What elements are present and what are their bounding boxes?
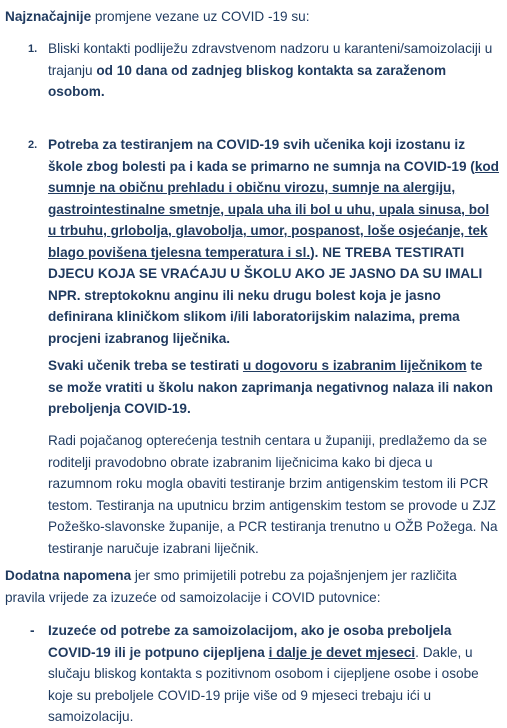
item2-p2-a: Svaki učenik treba se testirati — [48, 358, 243, 373]
list-number-2: 2. — [28, 139, 38, 151]
bullet-rest: . Dakle, u slučaju bliskog kontakta s pozitivnom osobom i cijepljene osobe i osobe koje su preboljele COVID-19 prije više od 9 mjeseci trebaju ići u samoizolaciju. — [48, 644, 479, 724]
note-lead: Dodatna napomena — [5, 568, 132, 583]
note-rest: jer smo primijetili potrebu za pojašnjenjem jer različita pravila vrijede za izuzeće od samoizolacije i COVID putovnice: — [5, 568, 457, 605]
bullet-underline: i dalje je devet mjeseci — [268, 644, 416, 660]
item1-text — [48, 38, 500, 103]
item2-p1-underline: kod sumnje na običnu prehladu i običnu virozu, sumnje na alergiju, gastrointestinalne smetnje, upala uha ili bol u uhu, upala sinusa, bol u trbuhu, grlobolja, glavobolja, umor, pospanost, loše osjećanje, tek blago povišena tjelesna temperatura i sl. — [48, 158, 499, 260]
item2-paragraph-1 — [48, 134, 500, 349]
item2-paragraph-2 — [48, 355, 500, 420]
intro-rest: promjene vezane uz COVID -19 su: — [91, 9, 310, 24]
item1-text-bold: od 10 dana od zadnjeg bliskog kontakta sa zaraženom osobom. — [48, 62, 447, 99]
item2-p2-b: te se može vratiti u školu nakon zaprimanja negativnog nalaza ili nakon preboljenja COVID-19. — [48, 358, 493, 416]
intro-paragraph — [5, 6, 310, 28]
item2-paragraph-3: Radi pojačanog opterećenja testnih centara u županiji, predlažemo da se roditelji pravodobno obrate izabranim liječnicima kako bi djeca u razumnom roku mogla obaviti testiranje brzim antigenskim testom ili PCR testom. Testiranja na uputnicu brzim antigenskim testom se provode u ZJZ Požeško-slavonske županije, a PCR testiranja trenutno u OŽB Požega. Na testiranje naručuje izabrani liječnik. — [48, 433, 498, 556]
list-number-1: 1. — [28, 43, 38, 55]
item2-p1-a: Potreba za testiranjem na COVID-19 svih učenika koji izostanu iz škole zbog bolesti pa i kada se primarno ne sumnja na COVID-19 ( — [48, 137, 475, 174]
bullet-bold-a: Izuzeće od potrebe za samoizolacijom, ako je osoba preboljela COVID-19 ili je potpuno cijepljena — [48, 623, 452, 660]
bullet-text — [48, 620, 500, 728]
item2-p1-b: ). NE TREBA TESTIRATI DJECU KOJA SE VRAĆAJU U ŠKOLU AKO JE JASNO DA SU IMALI NPR. streptokoknu anginu ili neku drugu bolest koja je jasno definirana kliničkom slikom i/ili laboratorijskim nalazima, prema procjeni izabranog liječnika. — [48, 244, 483, 346]
item2-p2-underline: u dogovoru s izabranim liječnikom — [242, 358, 467, 373]
note-paragraph — [5, 565, 500, 608]
item1-text-a: Bliski kontakti podliježu zdravstvenom nadzoru u karanteni/samoizolaciji u trajanju — [48, 41, 493, 78]
intro-lead: Najznačajnije — [5, 9, 92, 24]
bullet-marker: - — [30, 623, 35, 638]
